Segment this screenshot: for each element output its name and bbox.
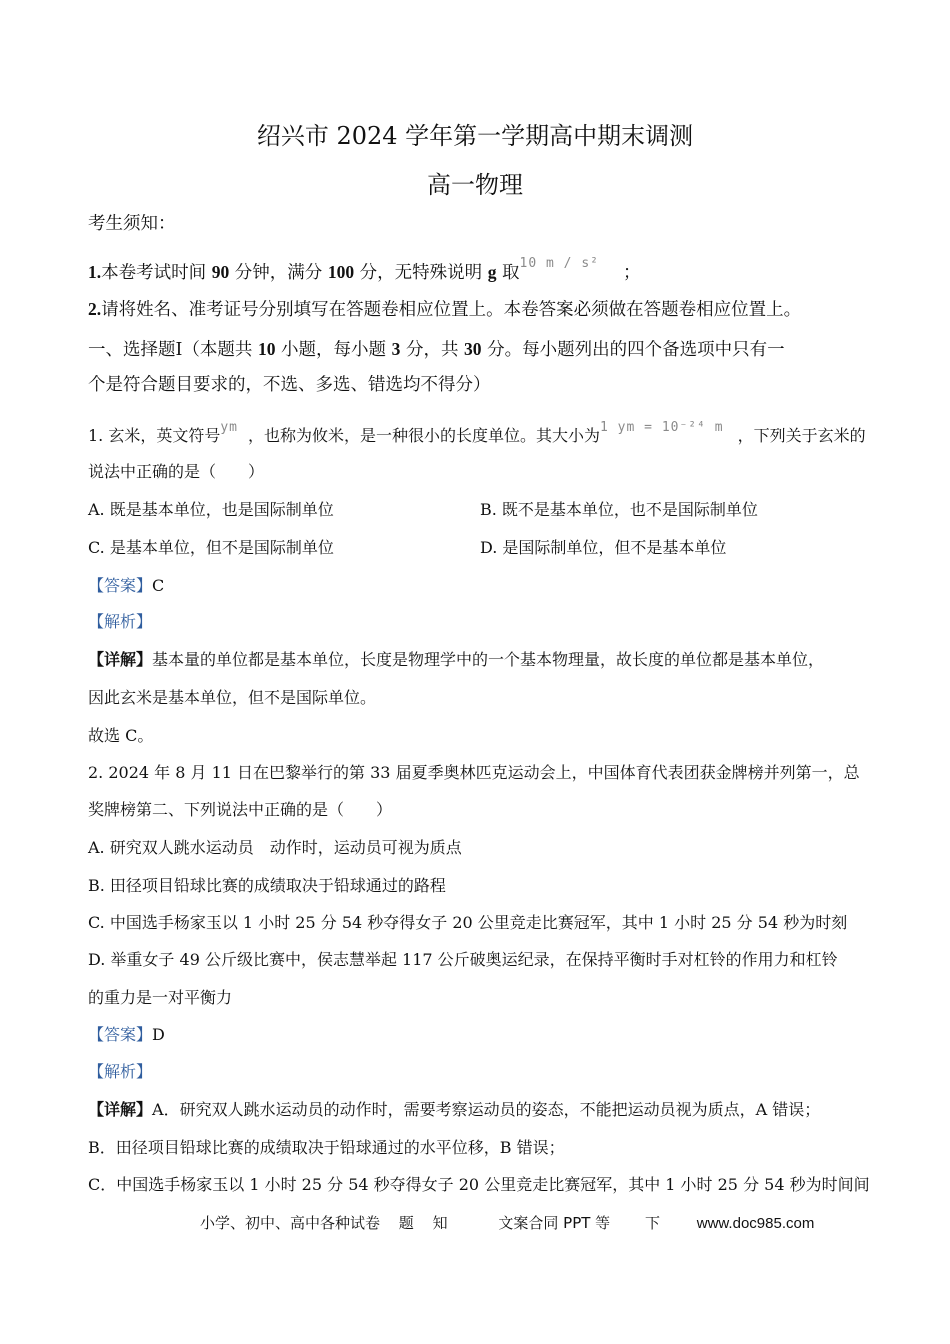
notice-heading: 考生须知： xyxy=(88,214,176,234)
q1-detail-line-1: 【详解】基本量的单位都是基本单位，长度是物理学中的一个基本物理量，故长度的单位都是基本单位， xyxy=(88,650,825,669)
q2-analysis-tag: 【解析】 xyxy=(88,1062,153,1081)
q2-detail-c: C．中国选手杨家玉以 1 小时 25 分 54 秒夺得女子 20 公里竞走比赛冠军，其中 1 小时 25 分 54 秒为时间间 xyxy=(88,1175,870,1194)
ym-definition-formula: 1 ym = 10⁻²⁴ m xyxy=(600,420,724,435)
notice-item-1: 1.本卷考试时间 90 分钟，满分 100 分，无特殊说明 g 取10 m / s² ； xyxy=(88,256,641,283)
q2-option-d-line-2: 的重力是一对平衡力 xyxy=(88,988,233,1007)
ym-symbol: ym xyxy=(220,420,239,435)
section-heading-line-1: 一、选择题Ⅰ（本题共 10 小题，每小题 3 分，共 30 分。每小题列出的四个备选项中只有一 xyxy=(88,339,785,360)
q2-detail-a: 【详解】A．研究双人跳水运动员的动作时，需要考察运动员的姿态，不能把运动员视为质点，A 错误； xyxy=(88,1100,821,1119)
q2-option-d-line-1: D. 举重女子 49 公斤级比赛中，侯志慧举起 117 公斤破奥运纪录，在保持平衡时手对杠铃的作用力和杠铃 xyxy=(88,950,838,969)
q1-option-b: B. 既不是基本单位，也不是国际制单位 xyxy=(480,500,758,519)
section-heading-line-2: 个是符合题目要求的，不选、多选、错选均不得分） xyxy=(88,375,491,395)
q1-option-c: C. 是基本单位，但不是国际制单位 xyxy=(88,538,334,557)
page-footer: 小学、初中、高中各种试卷 题 知 文案合同 PPT 等 下 www.doc985.com xyxy=(200,1214,815,1232)
q2-option-a: A. 研究双人跳水运动员 动作时，运动员可视为质点 xyxy=(88,838,462,857)
document-title: 绍兴市 2024 学年第一学期高中期末调测 xyxy=(256,122,694,150)
q2-answer: 【答案】D xyxy=(88,1025,165,1044)
q2-option-b: B. 田径项目铅球比赛的成绩取决于铅球通过的路程 xyxy=(88,876,446,895)
q1-conclusion: 故选 C。 xyxy=(88,726,154,745)
document-subtitle: 高一物理 xyxy=(427,171,523,199)
q1-answer: 【答案】C xyxy=(88,576,165,595)
q1-option-d: D. 是国际制单位，但不是基本单位 xyxy=(480,538,727,557)
notice-item-2: 2.请将姓名、准考证号分别填写在答题卷相应位置上。本卷答案必须做在答题卷相应位置上。 xyxy=(88,299,802,320)
q2-detail-b: B．田径项目铅球比赛的成绩取决于铅球通过的水平位移，B 错误； xyxy=(88,1138,565,1157)
q1-option-a: A. 既是基本单位，也是国际制单位 xyxy=(88,500,334,519)
g-value-formula: 10 m / s² xyxy=(519,256,599,271)
q2-stem-line-1: 2. 2024 年 8 月 11 日在巴黎举行的第 33 届夏季奥林匹克运动会上，中国体育代表团获金牌榜并列第一，总 xyxy=(88,763,860,782)
q1-stem-line-2: 说法中正确的是（ ） xyxy=(88,462,265,481)
q2-option-c: C. 中国选手杨家玉以 1 小时 25 分 54 秒夺得女子 20 公里竞走比赛冠军，其中 1 小时 25 分 54 秒为时刻 xyxy=(88,913,848,932)
footer-website-link[interactable]: www.doc985.com xyxy=(696,1215,815,1232)
q1-detail-line-2: 因此玄米是基本单位，但不是国际单位。 xyxy=(88,688,377,707)
q2-stem-line-2: 奖牌榜第二、下列说法中正确的是（ ） xyxy=(88,800,393,819)
q1-analysis-tag: 【解析】 xyxy=(88,612,153,631)
q1-stem-line-1: 1. 玄米，英文符号ym ，也称为攸米，是一种很小的长度单位。其大小为1 ym = 10⁻²⁴ m ，下列关于玄米的 xyxy=(88,420,866,445)
